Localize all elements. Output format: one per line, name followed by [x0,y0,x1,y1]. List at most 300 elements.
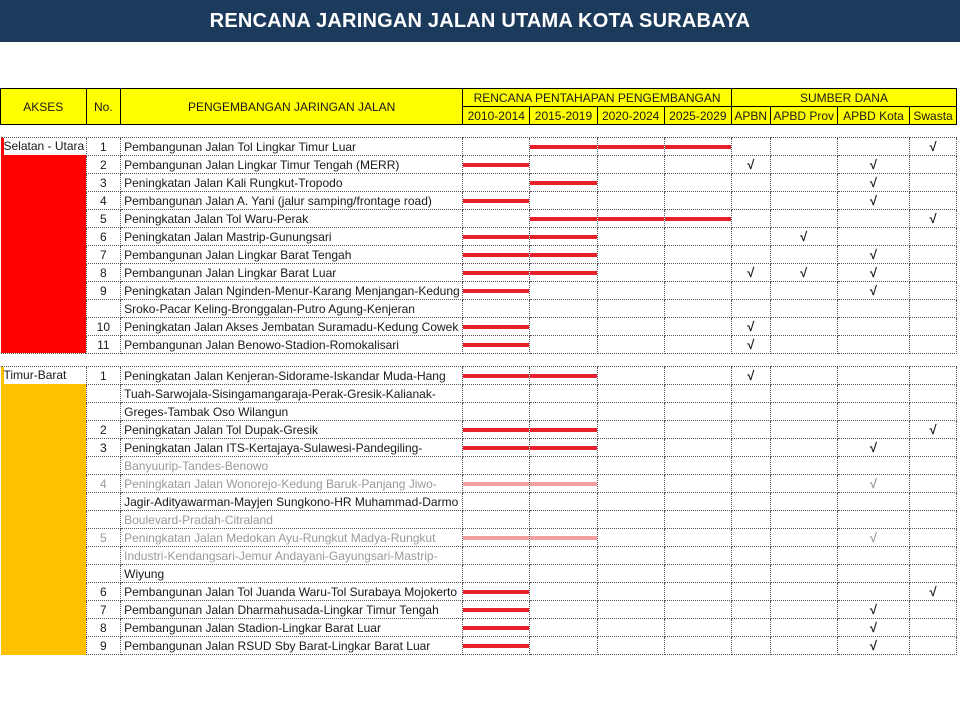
road-name: Boulevard-Pradah-Citraland [121,511,463,529]
period-cell [597,475,664,493]
fund-cell [770,511,837,529]
period-cell [463,210,530,228]
period-cell [530,439,597,457]
period-cell [597,547,664,565]
check-mark: √ [869,193,877,208]
fund-cell [731,156,770,174]
fund-cell [837,228,909,246]
period-cell [597,192,664,210]
header-period: 2010-2014 [463,107,530,125]
check-mark: √ [869,620,877,635]
row-number: 4 [86,192,121,210]
timeline-bar [530,145,596,149]
period-cell [664,493,731,511]
fund-cell [770,565,837,583]
period-cell [597,529,664,547]
timeline-bar [463,253,529,257]
period-cell [463,601,530,619]
period-cell [664,210,731,228]
table-row [1,264,957,282]
fund-cell [837,385,909,403]
period-cell [463,421,530,439]
period-cell [664,583,731,601]
fund-cell [731,403,770,421]
timeline-bar [598,145,664,149]
fund-cell [770,367,837,385]
period-cell [463,228,530,246]
road-name: Peningkatan Jalan Kali Rungkut-Tropodo [121,174,463,192]
timeline-bar [463,235,529,239]
period-cell [463,318,530,336]
page-title: RENCANA JARINGAN JALAN UTAMA KOTA SURABAYA [209,10,751,32]
road-name: Pembangunan Jalan A. Yani (jalur samping/frontage road) [121,192,463,210]
row-number: 3 [86,439,121,457]
period-cell [530,493,597,511]
fund-cell [910,529,957,547]
check-mark: √ [747,319,755,334]
fund-cell [910,192,957,210]
fund-cell [731,565,770,583]
timeline-bar [463,590,529,594]
fund-cell [731,493,770,511]
fund-cell [770,601,837,619]
period-cell [664,529,731,547]
period-cell [597,336,664,354]
fund-cell [731,367,770,385]
row-number [86,511,121,529]
fund-cell [731,457,770,475]
table-row [1,475,957,493]
road-name: Pembangunan Jalan Lingkar Barat Tengah [121,246,463,264]
fund-cell [837,336,909,354]
fund-cell [731,583,770,601]
akses-cell [1,138,87,354]
fund-cell [770,300,837,318]
period-cell [664,421,731,439]
period-cell [664,457,731,475]
fund-cell [910,336,957,354]
fund-cell [910,282,957,300]
table-body [1,125,957,655]
header-fund: Swasta [910,107,957,125]
period-cell [530,192,597,210]
header-pengembangan: PENGEMBANGAN JARINGAN JALAN [121,89,463,125]
fund-cell [910,565,957,583]
akses-label: Selatan - Utara [3,139,85,153]
fund-cell [910,156,957,174]
fund-cell [770,493,837,511]
fund-cell [770,421,837,439]
fund-cell [910,637,957,655]
fund-cell [770,246,837,264]
fund-cell [770,529,837,547]
road-name: Pembangunan Jalan Lingkar Barat Luar [121,264,463,282]
fund-cell [910,210,957,228]
check-mark: √ [869,157,877,172]
check-mark: √ [800,265,808,280]
header-period: 2020-2024 [597,107,664,125]
check-mark: √ [747,337,755,352]
period-cell [664,637,731,655]
fund-cell [837,318,909,336]
header-no: No. [86,89,121,125]
period-cell [530,336,597,354]
fund-cell [770,475,837,493]
fund-cell [837,637,909,655]
timeline-bar [530,428,596,432]
fund-cell [731,282,770,300]
period-cell [664,619,731,637]
period-cell [463,246,530,264]
header-period: 2025-2029 [664,107,731,125]
road-plan-sheet [0,88,960,655]
timeline-bar [530,374,596,378]
period-cell [530,403,597,421]
road-name: Peningkatan Jalan Akses Jembatan Suramadu-Kedung Cowek [121,318,463,336]
road-name: Banyuurip-Tandes-Benowo [121,457,463,475]
fund-cell [910,246,957,264]
period-cell [463,565,530,583]
row-number [86,403,121,421]
period-cell [664,156,731,174]
period-cell [463,439,530,457]
header-period: 2015-2019 [530,107,597,125]
header-fund: APBD Kota [837,107,909,125]
period-cell [530,210,597,228]
table-row [1,547,957,565]
period-cell [597,264,664,282]
fund-cell [910,457,957,475]
table-row [1,174,957,192]
period-cell [530,457,597,475]
road-name: Peningkatan Jalan Mastrip-Gunungsari [121,228,463,246]
fund-cell [731,529,770,547]
fund-cell [910,403,957,421]
table-row [1,367,957,385]
table-row [1,565,957,583]
fund-cell [731,547,770,565]
fund-cell [837,282,909,300]
table-row [1,619,957,637]
road-name: Peningkatan Jalan Tol Waru-Perak [121,210,463,228]
period-cell [530,511,597,529]
table-row [1,601,957,619]
road-name: Peningkatan Jalan Kenjeran-Sidorame-Iskandar Muda-Hang [121,367,463,385]
fund-cell [770,583,837,601]
period-cell [530,475,597,493]
check-mark: √ [800,229,808,244]
check-mark: √ [929,584,937,599]
period-cell [530,565,597,583]
fund-cell [731,637,770,655]
road-name: Pembangunan Jalan Benowo-Stadion-Romokalisari [121,336,463,354]
timeline-bar [463,608,529,612]
period-cell [530,529,597,547]
fund-cell [910,439,957,457]
fund-cell [770,264,837,282]
fund-cell [770,282,837,300]
row-number: 2 [86,156,121,174]
fund-cell [910,547,957,565]
fund-cell [837,511,909,529]
table-row [1,403,957,421]
road-name: Pembangunan Jalan Lingkar Timur Tengah (MERR) [121,156,463,174]
akses-cell [1,367,87,655]
fund-cell [731,138,770,156]
fund-cell [837,547,909,565]
period-cell [664,318,731,336]
road-plan-table [0,88,957,655]
timeline-bar [665,145,731,149]
fund-cell [910,601,957,619]
period-cell [463,547,530,565]
period-cell [664,439,731,457]
table-row [1,493,957,511]
row-number [86,565,121,583]
period-cell [597,318,664,336]
period-cell [664,385,731,403]
fund-cell [837,367,909,385]
road-name: Pembangunan Jalan Tol Lingkar Timur Luar [121,138,463,156]
fund-cell [837,192,909,210]
period-cell [530,318,597,336]
period-cell [597,246,664,264]
period-cell [530,637,597,655]
period-cell [530,246,597,264]
fund-cell [837,475,909,493]
fund-cell [910,583,957,601]
row-number: 2 [86,421,121,439]
fund-cell [837,264,909,282]
fund-cell [731,192,770,210]
fund-cell [837,565,909,583]
check-mark: √ [929,139,937,154]
check-mark: √ [747,368,755,383]
timeline-bar [463,343,529,347]
fund-cell [770,637,837,655]
fund-cell [731,439,770,457]
timeline-bar [530,181,596,185]
period-cell [664,174,731,192]
road-name: Industri-Kendangsari-Jemur Andayani-Gayungsari-Mastrip- [121,547,463,565]
period-cell [597,367,664,385]
check-mark: √ [869,476,877,491]
fund-cell [837,246,909,264]
period-cell [597,493,664,511]
table-row [1,210,957,228]
table-row [1,385,957,403]
timeline-bar [463,163,529,167]
period-cell [530,282,597,300]
period-cell [530,156,597,174]
fund-cell [770,138,837,156]
timeline-bar [463,536,529,540]
road-name: Pembangunan Jalan RSUD Sby Barat-Lingkar Barat Luar [121,637,463,655]
fund-cell [910,493,957,511]
period-cell [597,511,664,529]
period-cell [597,619,664,637]
table-row [1,300,957,318]
header-fund: APBN [731,107,770,125]
table-row [1,529,957,547]
fund-cell [770,439,837,457]
check-mark: √ [869,440,877,455]
fund-cell [731,210,770,228]
period-cell [463,583,530,601]
period-cell [463,511,530,529]
timeline-bar [530,217,596,221]
timeline-bar [463,446,529,450]
fund-cell [910,174,957,192]
table-row [1,511,957,529]
spacer-row [1,125,957,138]
fund-cell [770,210,837,228]
period-cell [597,565,664,583]
fund-cell [770,318,837,336]
period-cell [664,192,731,210]
akses-label: Timur-Barat [4,367,86,384]
period-cell [463,192,530,210]
period-cell [664,601,731,619]
timeline-bar [463,626,529,630]
fund-cell [910,318,957,336]
timeline-bar [530,271,596,275]
table-row [1,318,957,336]
fund-cell [837,583,909,601]
fund-cell [837,457,909,475]
header-rencana: RENCANA PENTAHAPAN PENGEMBANGAN [463,89,732,107]
road-name: Tuah-Sarwojala-Sisingamangaraja-Perak-Gresik-Kalianak- [121,385,463,403]
row-number: 6 [86,583,121,601]
fund-cell [770,385,837,403]
period-cell [664,565,731,583]
period-cell [664,511,731,529]
fund-cell [770,174,837,192]
period-cell [597,282,664,300]
table-row [1,637,957,655]
fund-cell [770,336,837,354]
road-name: Sroko-Pacar Keling-Bronggalan-Putro Agung-Kenjeran [121,300,463,318]
fund-cell [731,421,770,439]
fund-cell [731,475,770,493]
period-cell [463,637,530,655]
period-cell [664,282,731,300]
fund-cell [910,421,957,439]
period-cell [463,282,530,300]
period-cell [530,367,597,385]
road-name: Peningkatan Jalan Medokan Ayu-Rungkut Madya-Rungkut [121,529,463,547]
period-cell [530,547,597,565]
check-mark: √ [869,175,877,190]
table-row [1,156,957,174]
fund-cell [770,547,837,565]
row-number: 1 [86,138,121,156]
period-cell [530,619,597,637]
check-mark: √ [869,283,877,298]
fund-cell [910,228,957,246]
period-cell [597,156,664,174]
period-cell [463,529,530,547]
fund-cell [837,138,909,156]
period-cell [597,228,664,246]
row-number: 5 [86,210,121,228]
fund-cell [731,318,770,336]
timeline-bar [665,217,731,221]
fund-cell [770,192,837,210]
fund-cell [837,210,909,228]
spacer-row [1,354,957,367]
fund-cell [731,174,770,192]
road-name: Pembangunan Jalan Dharmahusada-Lingkar Timur Tengah [121,601,463,619]
fund-cell [910,475,957,493]
period-cell [463,300,530,318]
fund-cell [837,421,909,439]
row-number: 9 [86,282,121,300]
table-row [1,457,957,475]
fund-cell [837,300,909,318]
timeline-bar [463,271,529,275]
period-cell [530,264,597,282]
timeline-bar [463,199,529,203]
period-cell [664,228,731,246]
timeline-bar [463,644,529,648]
fund-cell [731,601,770,619]
table-row [1,282,957,300]
row-number [86,457,121,475]
period-cell [664,547,731,565]
fund-cell [910,264,957,282]
period-cell [463,619,530,637]
period-cell [664,336,731,354]
period-cell [530,300,597,318]
row-number: 5 [86,529,121,547]
period-cell [530,138,597,156]
fund-cell [837,601,909,619]
fund-cell [837,439,909,457]
row-number [86,493,121,511]
period-cell [664,475,731,493]
row-number: 4 [86,475,121,493]
fund-cell [910,385,957,403]
road-name: Pembangunan Jalan Tol Juanda Waru-Tol Surabaya Mojokerto [121,583,463,601]
row-number: 6 [86,228,121,246]
period-cell [597,210,664,228]
table-row [1,421,957,439]
table-row [1,583,957,601]
period-cell [463,385,530,403]
period-cell [530,174,597,192]
row-number: 1 [86,367,121,385]
period-cell [597,601,664,619]
row-number: 8 [86,264,121,282]
period-cell [597,439,664,457]
fund-cell [910,138,957,156]
fund-cell [731,336,770,354]
fund-cell [837,403,909,421]
fund-cell [837,619,909,637]
period-cell [597,174,664,192]
road-name: Greges-Tambak Oso Wilangun [121,403,463,421]
row-number: 8 [86,619,121,637]
table-row [1,336,957,354]
period-cell [463,403,530,421]
check-mark: √ [869,602,877,617]
timeline-bar [463,374,529,378]
table-row [1,228,957,246]
period-cell [463,264,530,282]
check-mark: √ [869,247,877,262]
period-cell [530,421,597,439]
